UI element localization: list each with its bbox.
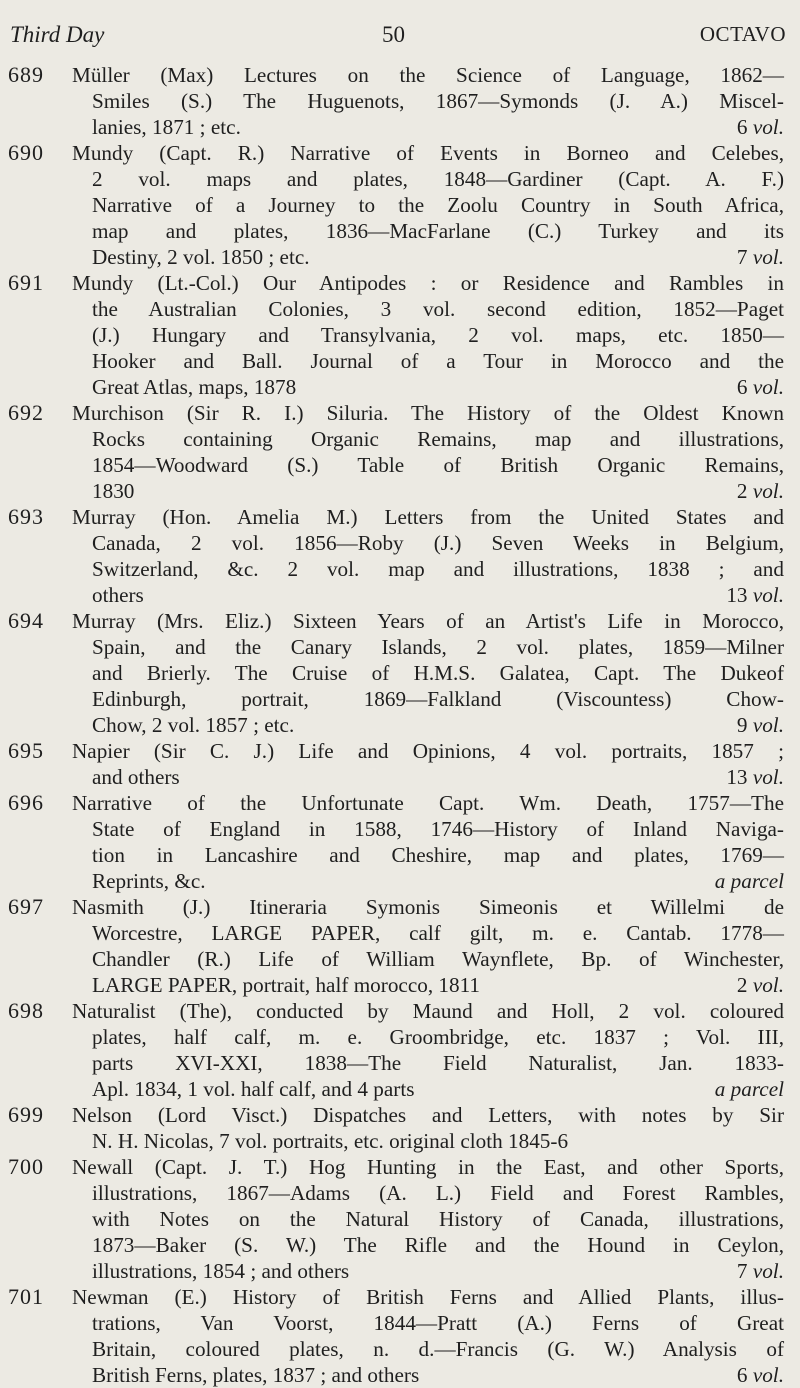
description-line [72,218,784,244]
description-line [72,1154,784,1180]
description-text: Murray (Hon. Amelia M.) Letters from the United States and [72,505,784,529]
description-text: illustrations, 1854 ; and others [92,1259,350,1283]
description-text: 1873—Baker (S. W.) The Rifle and the Hound in Ceylon, [92,1233,784,1257]
description-text: Rocks containing Organic Remains, map and illustrations, [92,427,784,451]
description-line [72,1206,784,1232]
description-line [72,1102,784,1128]
lot-number: 689 [8,62,44,87]
description-line [72,738,784,764]
lot-description [72,62,784,140]
quantity-number: 6 [736,115,748,139]
quantity [715,1076,784,1102]
quantity-unit: a parcel [714,1077,784,1101]
description-line [72,1128,784,1154]
description-text: Apl. 1834, 1 vol. half calf, and 4 parts [92,1077,415,1101]
description-text: Smiles (S.) The Huguenots, 1867—Symonds (J. A.) Miscel- [92,89,784,113]
quantity-unit: vol. [752,245,784,269]
description-line [72,1050,784,1076]
quantity-number: 7 [736,1259,748,1283]
description-text: and Brierly. The Cruise of H.M.S. Galatea, Capt. The Dukeof [92,661,784,685]
description-line [72,244,784,270]
description-line [72,1284,784,1310]
description-line [72,790,784,816]
lot-number: 696 [8,790,44,815]
lot-number: 693 [8,504,44,529]
quantity-number: 9 [736,713,748,737]
lot-description [72,738,784,790]
description-text: Edinburgh, portrait, 1869—Falkland (Viscountess) Chow- [92,687,784,711]
lot-number: 701 [8,1284,44,1309]
description-line [72,712,784,738]
description-line [72,374,784,400]
description-line [72,1180,784,1206]
description-text: Naturalist (The), conducted by Maund and Holl, 2 vol. coloured [72,999,784,1023]
description-text: lanies, 1871 ; etc. [92,115,241,139]
description-text: Napier (Sir C. J.) Life and Opinions, 4 vol. portraits, 1857 ; [72,739,784,763]
quantity [737,374,784,400]
description-text: N. H. Nicolas, 7 vol. portraits, etc. original cloth 1845-6 [92,1129,569,1153]
quantity-number: 13 [726,583,748,607]
quantity [726,582,784,608]
description-line [72,166,784,192]
description-text: Chandler (R.) Life of William Waynflete, Bp. of Winchester, [92,947,784,971]
quantity [737,114,784,140]
quantity-unit: vol. [752,765,784,789]
description-text: Müller (Max) Lectures on the Science of Language, 1862— [72,63,784,87]
description-text: Nelson (Lord Visct.) Dispatches and Letters, with notes by Sir [72,1103,784,1127]
quantity-number: 6 [736,1363,748,1387]
lot-description [72,894,784,998]
description-text: Murray (Mrs. Eliz.) Sixteen Years of an Artist's Life in Morocco, [72,609,784,633]
description-line [72,348,784,374]
description-text: 1830 [92,479,135,503]
description-line [72,1362,784,1388]
description-line [72,686,784,712]
description-text: Chow, 2 vol. 1857 ; etc. [92,713,295,737]
description-text: 1854—Woodward (S.) Table of British Organic Remains, [92,453,784,477]
quantity [737,1258,784,1284]
quantity-number: 13 [726,765,748,789]
description-line [72,426,784,452]
description-line [72,842,784,868]
quantity-unit: vol. [752,713,784,737]
lot-description [72,400,784,504]
description-text: Newman (E.) History of British Ferns and Allied Plants, illus- [72,1285,784,1309]
description-text: Great Atlas, maps, 1878 [92,375,297,399]
description-text: Narrative of a Journey to the Zoolu Country in South Africa, [92,193,784,217]
quantity-unit: vol. [752,115,784,139]
description-line [72,140,784,166]
quantity-number: 2 [736,479,748,503]
quantity-unit: vol. [752,1259,784,1283]
lot-number: 700 [8,1154,44,1179]
description-text: State of England in 1588, 1746—History of Inland Naviga- [92,817,784,841]
description-text: Canada, 2 vol. 1856—Roby (J.) Seven Weeks in Belgium, [92,531,784,555]
description-line [72,660,784,686]
description-line [72,1336,784,1362]
lot-number: 690 [8,140,44,165]
lot-description [72,1102,784,1154]
description-line [72,556,784,582]
quantity-number: 7 [736,245,748,269]
description-line [72,998,784,1024]
description-text: Destiny, 2 vol. 1850 ; etc. [92,245,310,269]
description-text: the Australian Colonies, 3 vol. second edition, 1852—Paget [92,297,784,321]
quantity-unit: vol. [752,583,784,607]
description-line [72,192,784,218]
lot-description [72,504,784,608]
description-text: British Ferns, plates, 1837 ; and others [92,1363,420,1387]
description-line [72,972,784,998]
description-text: 2 vol. maps and plates, 1848—Gardiner (Capt. A. F.) [92,167,784,191]
quantity [737,712,784,738]
quantity [737,244,784,270]
lot-description [72,998,784,1102]
description-line [72,504,784,530]
description-line [72,816,784,842]
quantity [737,972,784,998]
description-text: tion in Lancashire and Cheshire, map and plates, 1769— [92,843,784,867]
description-line [72,894,784,920]
description-text: Worcestre, LARGE PAPER, calf gilt, m. e. Cantab. 1778— [92,921,784,945]
lot-description [72,1284,784,1388]
description-line [72,608,784,634]
description-line [72,920,784,946]
description-text: Reprints, &c. [92,869,206,893]
quantity-number: 6 [736,375,748,399]
description-line [72,1258,784,1284]
quantity-unit: vol. [752,973,784,997]
description-text: and others [92,765,180,789]
description-text: (J.) Hungary and Transylvania, 2 vol. maps, etc. 1850— [92,323,784,347]
lot-number: 698 [8,998,44,1023]
description-line [72,452,784,478]
description-line [72,868,784,894]
quantity-number: 2 [736,973,748,997]
description-text: Newall (Capt. J. T.) Hog Hunting in the East, and other Sports, [72,1155,784,1179]
description-line [72,634,784,660]
description-line [72,1232,784,1258]
description-text: trations, Van Voorst, 1844—Pratt (A.) Ferns of Great [92,1311,784,1335]
description-text: Mundy (Lt.-Col.) Our Antipodes : or Residence and Rambles in [72,271,784,295]
description-text: illustrations, 1867—Adams (A. L.) Field and Forest Rambles, [92,1181,784,1205]
lot-description [72,1154,784,1284]
description-text: with Notes on the Natural History of Canada, illustrations, [92,1207,784,1231]
description-line [72,530,784,556]
description-text: Hooker and Ball. Journal of a Tour in Morocco and the [92,349,784,373]
quantity [726,764,784,790]
lot-number: 697 [8,894,44,919]
lot-description [72,140,784,270]
description-text: map and plates, 1836—MacFarlane (C.) Turkey and its [92,219,784,243]
lot-description [72,790,784,894]
description-text: Mundy (Capt. R.) Narrative of Events in Borneo and Celebes, [72,141,784,165]
quantity-unit: vol. [752,479,784,503]
quantity-unit: a parcel [714,869,784,893]
description-line [72,582,784,608]
lot-number: 699 [8,1102,44,1127]
quantity-unit: vol. [752,375,784,399]
description-line [72,764,784,790]
lot-number: 692 [8,400,44,425]
description-line [72,1024,784,1050]
running-header [10,22,786,52]
description-text: Nasmith (J.) Itineraria Symonis Simeonis et Willelmi de [72,895,784,919]
description-text: Spain, and the Canary Islands, 2 vol. plates, 1859—Milner [92,635,784,659]
lot-description [72,270,784,400]
quantity [737,478,784,504]
description-line [72,946,784,972]
lot-number: 695 [8,738,44,763]
description-line [72,1310,784,1336]
description-line [72,270,784,296]
page-number: 50 [382,22,405,47]
lot-description [72,608,784,738]
quantity [737,1362,784,1388]
description-line [72,478,784,504]
description-text: others [92,583,144,607]
description-line [72,296,784,322]
lot-number: 694 [8,608,44,633]
description-line [72,62,784,88]
description-line [72,88,784,114]
description-text: Switzerland, &c. 2 vol. map and illustrations, 1838 ; and [92,557,784,581]
description-line [72,322,784,348]
description-text: plates, half calf, m. e. Groombridge, etc. 1837 ; Vol. III, [92,1025,784,1049]
description-line [72,114,784,140]
lot-number: 691 [8,270,44,295]
day-heading: Third Day [10,22,105,47]
description-text: LARGE PAPER, portrait, half morocco, 1811 [92,973,481,997]
description-text: Narrative of the Unfortunate Capt. Wm. Death, 1757—The [72,791,784,815]
description-line [72,400,784,426]
description-text: parts XVI-XXI, 1838—The Field Naturalist, Jan. 1833- [92,1051,784,1075]
format-heading: OCTAVO [699,22,786,46]
quantity [715,868,784,894]
description-text: Murchison (Sir R. I.) Siluria. The History of the Oldest Known [72,401,784,425]
quantity-unit: vol. [752,1363,784,1387]
description-text: Britain, coloured plates, n. d.—Francis (G. W.) Analysis of [92,1337,784,1361]
description-line [72,1076,784,1102]
